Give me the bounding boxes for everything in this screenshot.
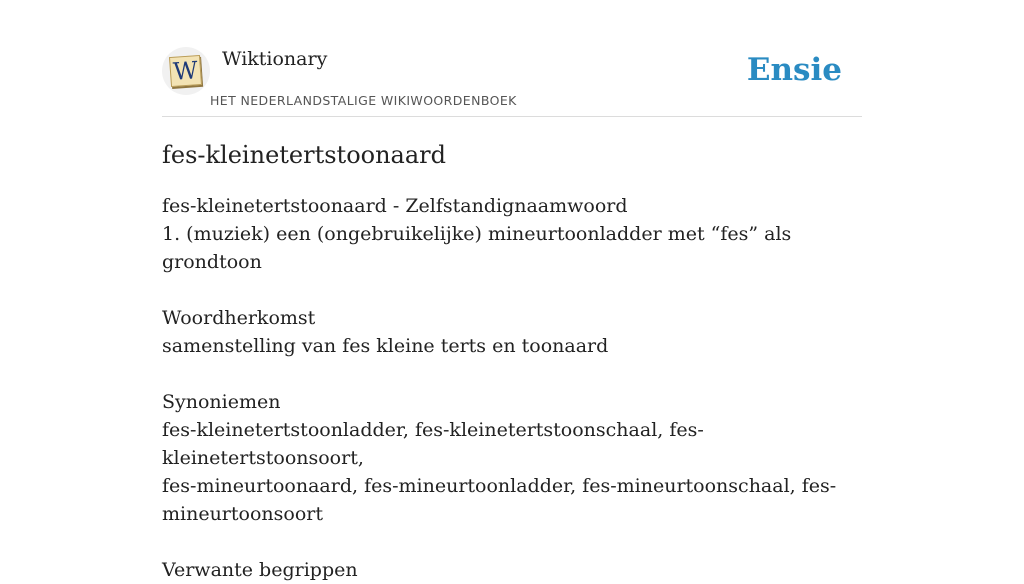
synonyms-text-line-2: fes-mineurtoonaard, fes-mineurtoonladder, fes-mineurtoonschaal, fes- [162,475,837,497]
entry-content [162,192,862,584]
ensie-brand-logo[interactable]: Ensie [746,52,842,88]
page-title: fes-kleinetertstoonaard [162,141,447,169]
definition-heading: fes-kleinetertstoonaard - Zelfstandignaamwoord [162,195,628,217]
synonyms-text-line-3: mineurtoonsoort [162,503,323,525]
site-header [162,44,862,117]
definition-text: 1. (muziek) een (ongebruikelijke) mineurtoonladder met “fes” als grondtoon [162,223,792,273]
etymology-heading: Woordherkomst [162,307,316,329]
etymology-text: samenstelling van fes kleine terts en toonaard [162,335,609,357]
synonyms-text-line-1: fes-kleinetertstoonladder, fes-kleinetertstoonschaal, fes-kleinetertstoonsoort, [162,419,704,469]
wiktionary-logo[interactable] [162,47,210,95]
spacer [162,528,862,556]
spacer [162,276,862,304]
site-title[interactable]: Wiktionary [222,48,328,70]
related-terms-heading: Verwante begrippen [162,559,358,581]
spacer [162,360,862,388]
wiktionary-w-tile-icon: W [169,55,202,87]
synonyms-heading: Synoniemen [162,391,281,413]
site-subtitle: HET NEDERLANDSTALIGE WIKIWOORDENBOEK [210,93,517,108]
